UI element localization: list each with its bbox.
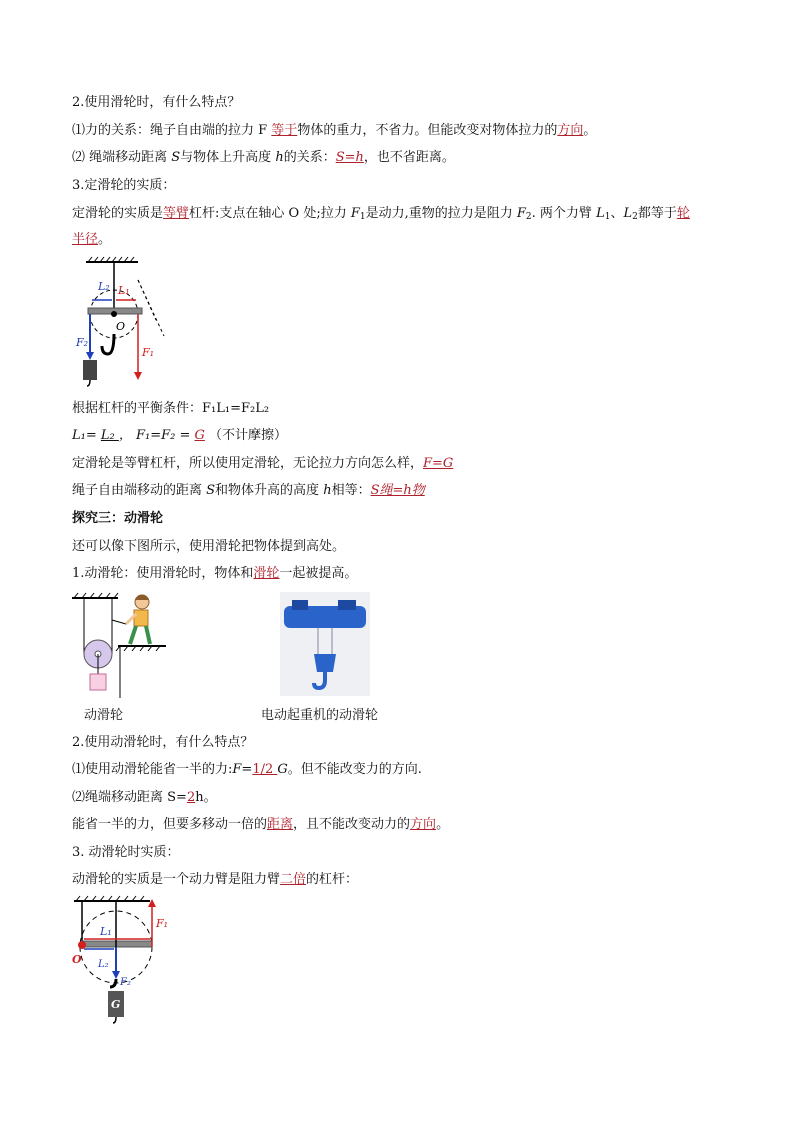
- label-g: G: [111, 998, 121, 1011]
- section-title-movable-features: 2.使用动滑轮时，有什么特点？: [72, 735, 254, 750]
- electric-crane-pulley-photo: [280, 592, 370, 696]
- answer-s-equals-h: S=h: [335, 150, 364, 165]
- paragraph-fixed-pulley-essence: 定滑轮的实质是等臂杠杆:支点在轴心 O 处;拉力 $F_1$是动力,重物的拉力是阻力 $F_2$. 两个力臂 $L_1$、$L_2$都等于轮: [72, 206, 690, 222]
- symbol-s: S: [206, 483, 216, 498]
- text: 。: [98, 232, 112, 247]
- symbol-s: S: [171, 150, 181, 165]
- answer-distance: 距离: [267, 817, 294, 832]
- paragraph-movable-essence: [72, 871, 358, 889]
- text: ，且不能改变动力的: [293, 817, 411, 832]
- answer-radius: 半径: [72, 232, 99, 247]
- paragraph-balance-condition: 根据杠杆的平衡条件：F₁L₁=F₂L₂: [72, 401, 270, 416]
- text: 物体的重力，不省力。但能改变对物体拉力的: [297, 123, 558, 138]
- symbol-h: h: [275, 150, 284, 165]
- text: ⑵ 绳端移动距离: [72, 150, 172, 165]
- text: 相等：: [331, 483, 371, 498]
- paragraph-movable-summary: [72, 816, 449, 834]
- caption-crane-pulley: 电动起重机的动滑轮: [261, 708, 379, 723]
- text: 。但不能改变力的方向.: [287, 762, 422, 777]
- answer-equal: 等于: [271, 123, 298, 138]
- answer-direction: 方向: [410, 817, 437, 832]
- section-title-movable-essence: 3. 动滑轮时实质：: [72, 845, 180, 860]
- paragraph-movable-pulley-definition: [72, 565, 357, 583]
- text: ，也不省距离。: [363, 150, 455, 165]
- text: L₁=: [72, 428, 101, 443]
- text: 1.动滑轮：使用滑轮时，物体和: [72, 566, 254, 581]
- text: L₂: [100, 428, 119, 443]
- text: 一起被提高。: [279, 566, 358, 581]
- text: 定滑轮的实质是: [72, 206, 164, 221]
- answer-s-rope-equals-h: S绳=h物: [370, 483, 425, 498]
- label-f1: F₁: [156, 917, 169, 930]
- label-l2: L₂: [98, 280, 110, 293]
- answer-direction: 方向: [557, 123, 584, 138]
- fixed-pulley-lever-diagram: [72, 256, 182, 392]
- text: =: [241, 762, 253, 777]
- text: 和物体升高的高度: [215, 483, 324, 498]
- symbol-g: G: [277, 762, 288, 777]
- paragraph-fixed-pulley-essence-cont: [72, 231, 111, 249]
- symbol-f: F: [232, 762, 242, 777]
- caption-movable-pulley: 动滑轮: [84, 708, 124, 723]
- text: 的关系：: [283, 150, 336, 165]
- section-title-fixed-pulley-essence: 3.定滑轮的实质：: [72, 178, 176, 193]
- answer-half: 1/2: [252, 762, 278, 777]
- text: 绳子自由端移动的距离: [72, 483, 207, 498]
- paragraph-equal-arms: [72, 427, 287, 445]
- text: 定滑轮是等臂杠杆，所以使用定滑轮，无论拉力方向怎么样，: [72, 456, 424, 471]
- text: . 两个力臂: [531, 206, 597, 221]
- symbol-f2: F: [516, 206, 526, 221]
- text: 杠杆:支点在轴心 O 处;拉力: [189, 206, 351, 221]
- paragraph-intro: 还可以像下图所示，使用滑轮把物体提到高处。: [72, 539, 346, 554]
- symbol-l1: L: [596, 206, 605, 221]
- text: 是动力,重物的拉力是阻力: [365, 206, 517, 221]
- text: 都等于: [637, 206, 677, 221]
- answer-double: 二倍: [280, 872, 307, 887]
- text: 、: [610, 206, 624, 221]
- answer-wheel: 轮: [676, 206, 690, 221]
- movable-pulley-lever-diagram: [70, 895, 180, 1030]
- text: 。: [436, 817, 450, 832]
- text: ⑴力的关系：绳子自由端的拉力 F: [72, 123, 272, 138]
- label-l1: L₁: [100, 925, 112, 938]
- paragraph-fixed-pulley-fg: [72, 455, 453, 473]
- symbol-f1: F: [350, 206, 360, 221]
- text: 能省一半的力，但要多移动一倍的: [72, 817, 268, 832]
- text: h。: [195, 790, 217, 805]
- section-title-explore-three: 探究三：动滑轮: [72, 511, 164, 526]
- paragraph-fixed-pulley-distance: [72, 482, 425, 500]
- text: 的杠杆：: [306, 872, 359, 887]
- symbol-h: h: [323, 483, 332, 498]
- movable-pulley-person-illustration: [70, 590, 166, 698]
- text: 与物体上升高度: [180, 150, 276, 165]
- text: （不计摩擦）: [209, 428, 288, 443]
- paragraph-distance-relation: [72, 149, 455, 167]
- answer-g: G: [194, 428, 205, 443]
- text: ⑵绳端移动距离 S=: [72, 790, 187, 805]
- symbol-l2: L: [623, 206, 633, 221]
- paragraph-half-force: [72, 761, 422, 779]
- label-l2: L₂: [98, 959, 109, 970]
- answer-two: 2: [186, 790, 196, 805]
- section-title-pulley-features: 2.使用滑轮时，有什么特点？: [72, 95, 241, 110]
- text: ⑴使用动滑轮能省一半的力:: [72, 762, 233, 777]
- label-f2: F₂: [120, 977, 131, 988]
- label-f1: F₁: [142, 346, 155, 359]
- label-f2: F₂: [76, 336, 89, 349]
- paragraph-force-relation: [72, 122, 596, 140]
- answer-equal-arm: 等臂: [163, 206, 190, 221]
- text: 。: [583, 123, 597, 138]
- label-o: O: [116, 320, 126, 333]
- answer-f-equals-g: F=G: [423, 456, 454, 471]
- label-l1: L₁: [118, 284, 130, 297]
- answer-pulley: 滑轮: [253, 566, 280, 581]
- text: ， F₁=F₂ =: [118, 428, 195, 443]
- text: 动滑轮的实质是一个动力臂是阻力臂: [72, 872, 281, 887]
- label-o: O: [72, 953, 82, 966]
- paragraph-double-distance: [72, 789, 217, 807]
